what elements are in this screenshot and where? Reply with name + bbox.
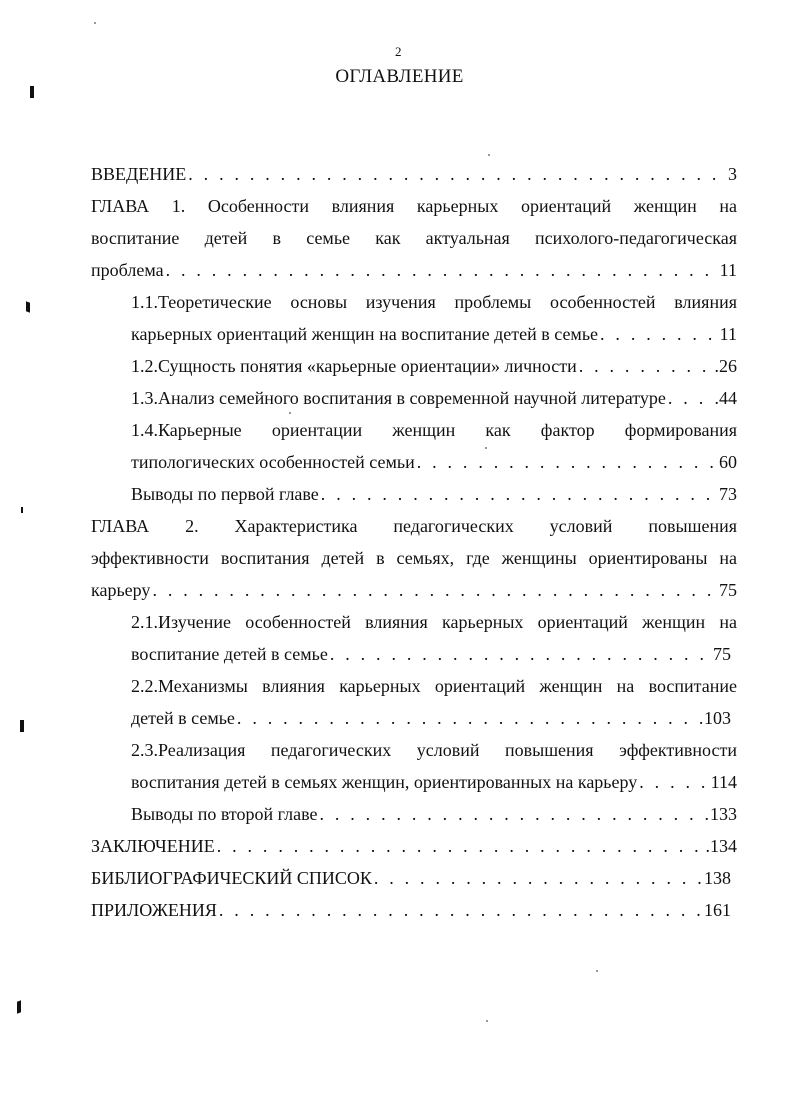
- page-number: 2: [395, 44, 402, 59]
- leader-dots: [328, 642, 713, 666]
- scan-speck: [94, 22, 96, 24]
- toc-section-1-3[interactable]: [131, 386, 737, 410]
- leader-dots: [577, 354, 715, 378]
- toc-page-number: 3: [728, 164, 737, 184]
- toc-chapter-1-conclusions[interactable]: [131, 482, 737, 506]
- leader-dots: [186, 162, 728, 186]
- scan-mark: [30, 86, 34, 98]
- toc-entry-title: ПРИЛОЖЕНИЯ: [91, 900, 217, 920]
- toc-page-number: 11: [719, 324, 737, 344]
- toc-chapter-1-line-2[interactable]: воспитание детей в семье как актуальная психолого-педагогическая: [91, 228, 737, 248]
- leader-dots: [598, 322, 720, 346]
- toc-entry-title: ЗАКЛЮЧЕНИЕ: [91, 836, 215, 856]
- toc-entry-title: проблема: [91, 260, 164, 280]
- toc-page-number: 133: [710, 804, 737, 824]
- toc-entry-title: ВВЕДЕНИЕ: [91, 164, 187, 184]
- scan-speck: [289, 412, 291, 414]
- toc-entry-introduction[interactable]: [91, 162, 737, 186]
- toc-section-2-2-last-line[interactable]: [131, 706, 731, 730]
- scan-speck: [486, 1020, 488, 1022]
- toc-page-number: .44: [714, 388, 737, 408]
- scan-mark: [20, 720, 24, 732]
- leader-dots: [217, 898, 704, 922]
- toc-page-number: .26: [714, 356, 737, 376]
- toc-chapter-2-last-line[interactable]: [91, 578, 737, 602]
- toc-entry-title: типологических особенностей семьи: [131, 452, 415, 472]
- leader-dots: [415, 450, 719, 474]
- scan-speck: [596, 970, 598, 972]
- toc-entry-title: 1.3.Анализ семейного воспитания в современной научной литературе: [131, 388, 666, 408]
- toc-section-1-1-line-1[interactable]: 1.1.Теоретические основы изучения проблемы особенностей влияния: [131, 292, 737, 312]
- toc-entry-conclusion[interactable]: [91, 834, 737, 858]
- leader-dots: [215, 834, 706, 858]
- leader-dots: [372, 866, 704, 890]
- toc-section-1-4-last-line[interactable]: [131, 450, 737, 474]
- toc-entry-title: Выводы по второй главе: [131, 804, 318, 824]
- toc-entry-title: детей в семье: [131, 708, 235, 728]
- toc-page-number: 73: [719, 484, 737, 504]
- toc-page-number: 114: [710, 772, 737, 792]
- leader-dots: [235, 706, 704, 730]
- leader-dots: [666, 386, 715, 410]
- toc-entry-title: БИБЛИОГРАФИЧЕСКИЙ СПИСОК: [91, 868, 372, 888]
- toc-page-number: .134: [705, 836, 737, 856]
- toc-section-1-4-line-1[interactable]: 1.4.Карьерные ориентации женщин как фактор формирования: [131, 420, 737, 440]
- toc-section-2-2-line-1[interactable]: 2.2.Механизмы влияния карьерных ориентаций женщин на воспитание: [131, 676, 737, 696]
- toc-entry-bibliography[interactable]: [91, 866, 731, 890]
- toc-page-number: 11: [719, 260, 737, 280]
- scan-speck: [485, 447, 487, 449]
- toc-page-number: 138: [704, 868, 731, 888]
- page-title: ОГЛАВЛЕНИЕ: [335, 66, 464, 87]
- leader-dots: [637, 770, 710, 794]
- toc-chapter-2-line-1[interactable]: ГЛАВА 2. Характеристика педагогических условий повышения: [91, 516, 737, 536]
- toc-section-2-3-line-1[interactable]: 2.3.Реализация педагогических условий повышения эффективности: [131, 740, 737, 760]
- leader-dots: [319, 482, 719, 506]
- leader-dots: [150, 578, 719, 602]
- toc-page-number: 75: [719, 580, 737, 600]
- toc-section-2-1-line-1[interactable]: 2.1.Изучение особенностей влияния карьерных ориентаций женщин на: [131, 612, 737, 632]
- toc-entry-title: карьеру: [91, 580, 151, 600]
- toc-section-2-1-last-line[interactable]: [131, 642, 731, 666]
- toc-section-1-2[interactable]: [131, 354, 737, 378]
- toc-page-number: 103: [704, 708, 731, 728]
- toc-entry-appendices[interactable]: [91, 898, 731, 922]
- scan-speck: [488, 154, 490, 156]
- toc-entry-title: воспитание детей в семье: [131, 644, 328, 664]
- toc-chapter-2-conclusions[interactable]: [131, 802, 737, 826]
- toc-entry-title: Выводы по первой главе: [131, 484, 319, 504]
- toc-section-2-3-last-line[interactable]: [131, 770, 737, 794]
- toc-entry-title: воспитания детей в семьях женщин, ориентированных на карьеру: [131, 772, 638, 792]
- leader-dots: [317, 802, 710, 826]
- toc-page-number: 161: [704, 900, 731, 920]
- toc-page-number: 60: [719, 452, 737, 472]
- scan-mark: [17, 1000, 21, 1013]
- toc-section-1-1-last-line[interactable]: [131, 322, 737, 346]
- scan-mark: [21, 507, 23, 513]
- leader-dots: [164, 258, 720, 282]
- toc-chapter-1-last-line[interactable]: [91, 258, 737, 282]
- toc-entry-title: 1.2.Сущность понятия «карьерные ориентации» личности: [131, 356, 577, 376]
- toc-chapter-2-line-2[interactable]: эффективности воспитания детей в семьях, где женщины ориентированы на: [91, 548, 737, 568]
- toc-chapter-1-line-1[interactable]: ГЛАВА 1. Особенности влияния карьерных ориентаций женщин на: [91, 196, 737, 216]
- scan-mark: [26, 301, 30, 312]
- toc-entry-title: карьерных ориентаций женщин на воспитание детей в семье: [131, 324, 599, 344]
- toc-page-number: 75: [713, 644, 731, 664]
